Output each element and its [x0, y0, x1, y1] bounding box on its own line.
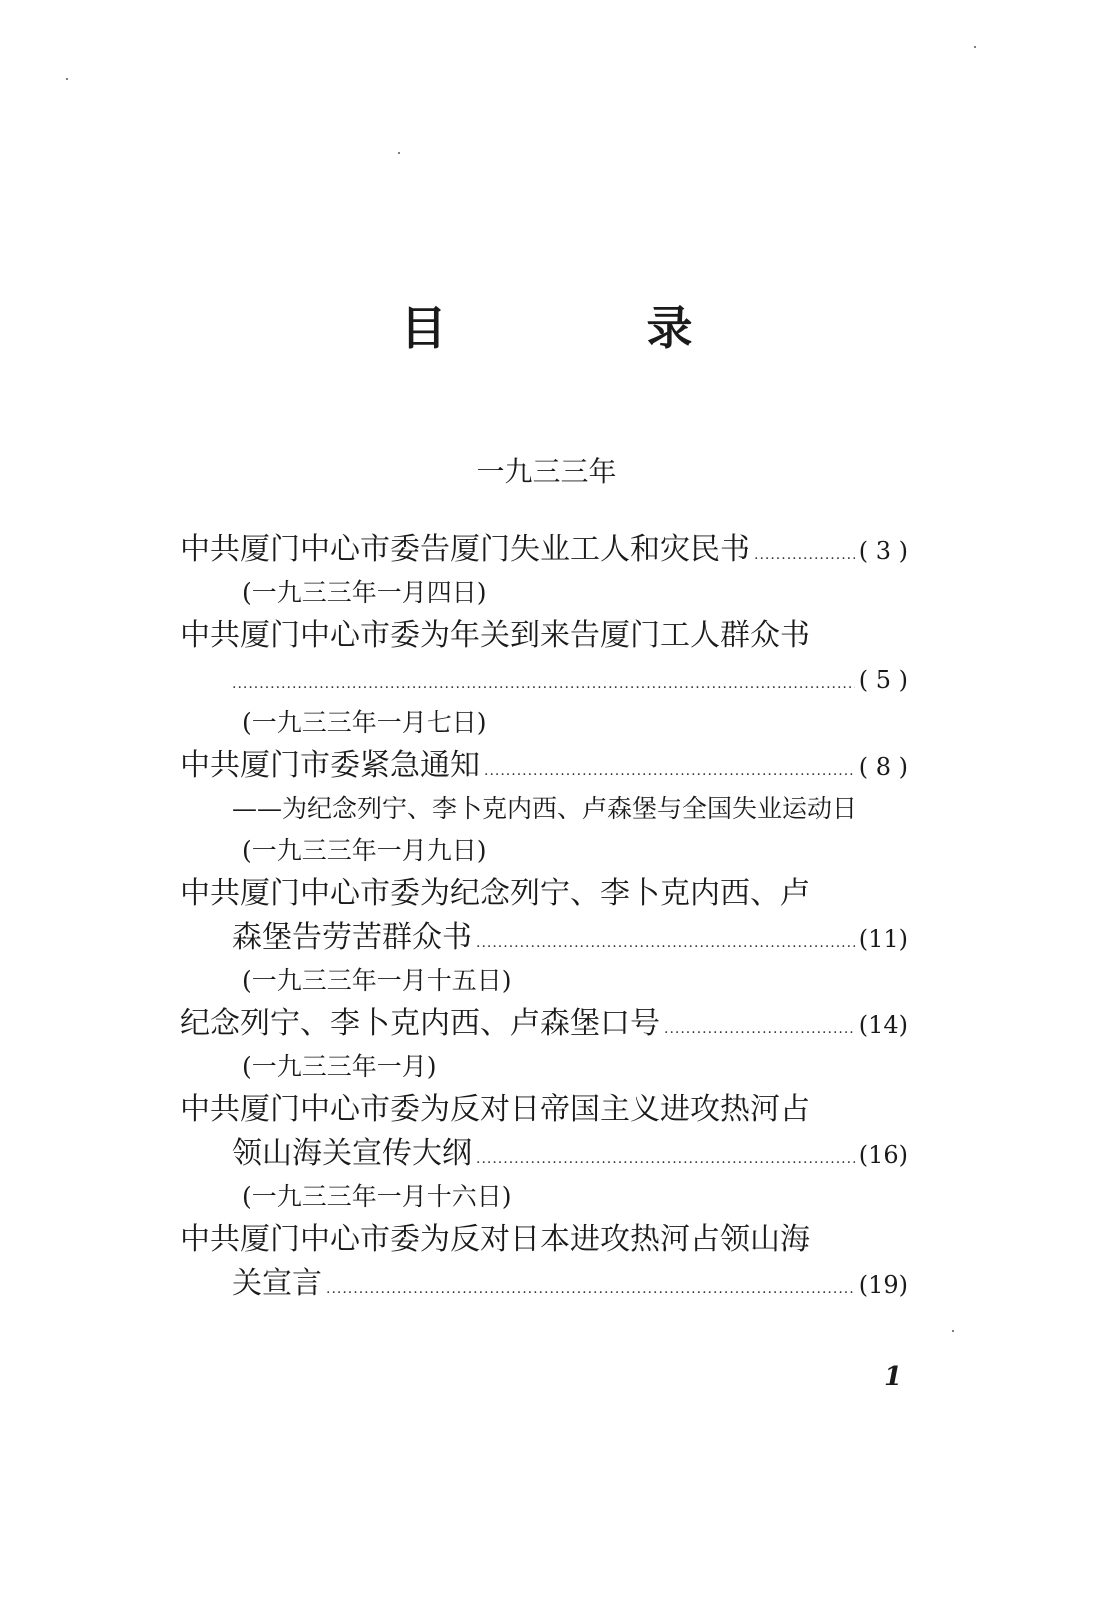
scan-speck [952, 1330, 954, 1332]
toc-entry-continuation [180, 916, 908, 960]
toc-entry-title: 中共厦门市委紧急通知 [180, 748, 480, 783]
toc-entry-title: 中共厦门中心市委为年关到来告厦门工人群众书 [180, 618, 810, 653]
toc-entry-title: 中共厦门中心市委为反对日帝国主义进攻热河占 [180, 1092, 810, 1127]
toc-entry-date: (一九三三年一月十六日) [242, 1182, 512, 1211]
toc-entry-title: 中共厦门中心市委告厦门失业工人和灾民书 [180, 532, 750, 567]
toc-entry[interactable] [180, 1218, 908, 1262]
toc-entry-title: 纪念列宁、李卜克内西、卢森堡口号 [180, 1006, 660, 1041]
scan-speck [66, 78, 68, 80]
toc-entry[interactable] [180, 614, 908, 658]
toc-entry-title: 中共厦门中心市委为纪念列宁、李卜克内西、卢 [180, 876, 810, 911]
toc-entry-continuation [180, 1262, 908, 1306]
toc-page-number: (16) [858, 1141, 908, 1169]
toc-page-number: ( 3 ) [858, 537, 908, 565]
toc-entry-continuation [180, 1132, 908, 1176]
toc-entry-date: (一九三三年一月七日) [242, 708, 487, 737]
scan-speck [398, 152, 400, 154]
page-title: 目 录 [400, 301, 785, 355]
toc-entry-title-cont: 森堡告劳苦群众书 [232, 920, 472, 955]
toc-entry-subtitle: ——为纪念列宁、李卜克内西、卢森堡与全国失业运动日 [232, 794, 858, 823]
toc-entry-title-cont: 领山海关宣传大纲 [232, 1136, 472, 1171]
toc-page-number: (19) [858, 1271, 908, 1299]
toc-entry-title: 中共厦门中心市委为反对日本进攻热河占领山海 [180, 1222, 810, 1257]
dot-leader [232, 662, 855, 706]
dot-leader [664, 1007, 855, 1051]
dot-leader [326, 1267, 855, 1311]
toc-entry-leader-line [180, 658, 908, 702]
toc-entry[interactable] [180, 528, 908, 572]
scan-speck [974, 46, 976, 48]
toc-entry[interactable] [180, 872, 908, 916]
toc-entry[interactable] [180, 1088, 908, 1132]
toc-entry-date: (一九三三年一月十五日) [242, 966, 512, 995]
dot-leader [484, 749, 855, 793]
section-heading: 一九三三年 [476, 455, 617, 488]
toc-entry[interactable] [180, 1002, 908, 1046]
toc-entry-date: (一九三三年一月九日) [242, 836, 487, 865]
dot-leader [754, 533, 855, 577]
toc-page-number: (14) [858, 1011, 908, 1039]
toc-entry-date: (一九三三年一月) [242, 1052, 437, 1081]
table-of-contents [180, 528, 908, 1306]
toc-entry-date: (一九三三年一月四日) [242, 578, 487, 607]
toc-entry-title-cont: 关宣言 [232, 1266, 322, 1301]
toc-page-number: ( 5 ) [858, 666, 908, 694]
toc-page-number: ( 8 ) [858, 753, 908, 781]
dot-leader [476, 1137, 855, 1181]
toc-entry[interactable] [180, 744, 908, 788]
page-number: 1 [884, 1362, 903, 1392]
dot-leader [476, 921, 855, 965]
toc-page-number: (11) [858, 925, 908, 953]
